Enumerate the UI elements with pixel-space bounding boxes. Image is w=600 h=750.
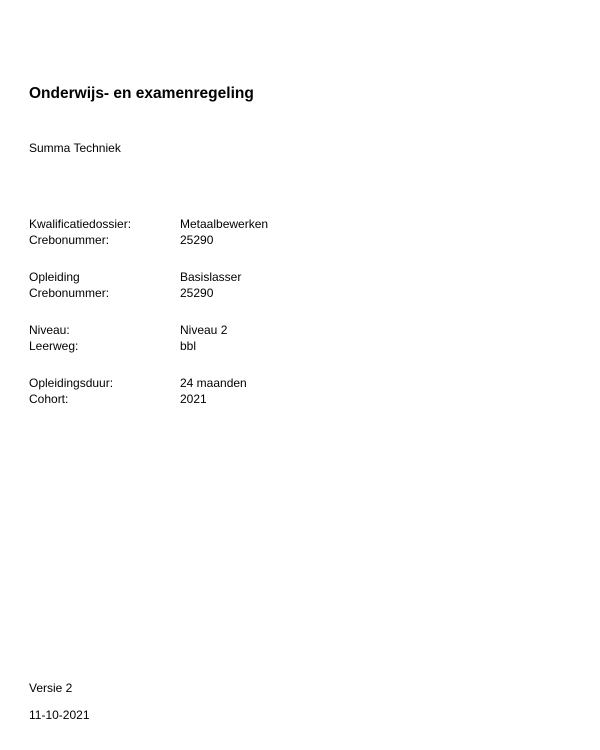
details-group-qualification (29, 216, 380, 248)
details-label: Leerweg: (29, 339, 79, 353)
details-row (29, 269, 380, 285)
details-label: Opleiding (29, 270, 80, 284)
details-label: Crebonummer: (29, 286, 110, 300)
organisation-name: Summa Techniek (29, 141, 121, 155)
details-value: Metaalbewerken (180, 217, 269, 231)
details-row (29, 322, 380, 338)
version-text: Versie 2 (29, 681, 73, 695)
document-title: Onderwijs- en examenregeling (29, 85, 254, 102)
details-value: bbl (180, 339, 197, 353)
details-row (29, 216, 380, 232)
details-label: Crebonummer: (29, 233, 110, 247)
details-section (29, 216, 380, 407)
details-row (29, 391, 380, 407)
details-label: Kwalificatiedossier: (29, 217, 132, 231)
details-value: Basislasser (180, 270, 242, 284)
details-value: 25290 (180, 233, 214, 247)
details-row (29, 375, 380, 391)
details-group-program (29, 269, 380, 301)
details-value: Niveau 2 (180, 323, 228, 337)
details-value: 24 maanden (180, 376, 247, 390)
details-label: Niveau: (29, 323, 70, 337)
details-label: Opleidingsduur: (29, 376, 114, 390)
details-value: 2021 (180, 392, 207, 406)
details-group-duration (29, 375, 380, 407)
date-text: 11-10-2021 (29, 708, 90, 722)
details-row (29, 232, 380, 248)
details-row (29, 338, 380, 354)
details-row (29, 285, 380, 301)
details-value: 25290 (180, 286, 214, 300)
details-label: Cohort: (29, 392, 69, 406)
details-group-level (29, 322, 380, 354)
